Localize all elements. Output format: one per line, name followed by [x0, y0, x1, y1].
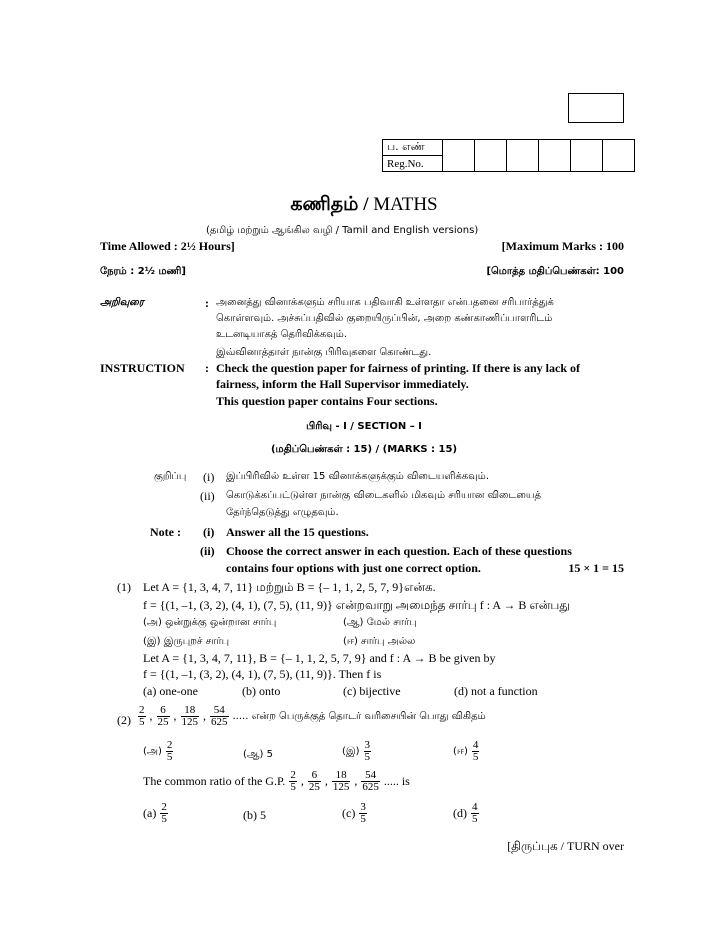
- section-marks: (மதிப்பெண்கள் : 15) / (MARKS : 15): [270, 444, 458, 455]
- q1-english-line: f = {(1, –1, (3, 2), (4, 1), (7, 5), (11, 9)}. Then f is: [143, 667, 382, 681]
- q1-number: (1): [117, 580, 131, 594]
- instruction-en-label: INSTRUCTION: [100, 361, 185, 375]
- note-en-ii-text: contains four options with just one correct option.: [226, 561, 481, 575]
- note-en-i-num: (i): [203, 525, 215, 539]
- q2-option-d: (d) $\frac{4}{5}$: [453, 801, 478, 825]
- q2-tamil-option-a: (அ) $\frac{2}{5}$: [143, 739, 173, 763]
- q1-tamil-line: Let A = {1, 3, 4, 7, 11} மற்றும் B = {– 1, 1, 2, 5, 7, 9}என்க.: [143, 580, 436, 594]
- instruction-en-line: This question paper contains Four sections.: [216, 394, 438, 408]
- instruction-tamil-label: அறிவுரை: [100, 297, 144, 308]
- instruction-en-colon: :: [205, 361, 209, 375]
- fraction: $\frac{2}{5}$: [139, 704, 145, 728]
- note-tamil-i-text: இப்பிரிவில் உள்ள 15 வினாக்களுக்கும் விடையளிக்கவும்.: [226, 471, 490, 482]
- reg-cell[interactable]: [539, 140, 571, 172]
- marks-tamil: [மொத்த மதிப்பெண்கள்: 100: [486, 266, 624, 277]
- note-tamil-label: குறிப்பு: [154, 471, 187, 482]
- turn-over-note: [திருப்புக / TURN over: [507, 839, 624, 853]
- reg-cell[interactable]: [507, 140, 539, 172]
- note-en-ii-num: (ii): [200, 544, 215, 558]
- q2-number: (2): [117, 713, 131, 727]
- q1-option-b: (b) onto: [242, 684, 281, 698]
- fraction: $\frac{18}{125}$: [181, 704, 198, 728]
- fraction: $\frac{6}{25}$: [157, 704, 169, 728]
- q1-option-a: (a) one-one: [143, 684, 198, 698]
- fraction: $\frac{54}{625}$: [211, 704, 228, 728]
- reg-label: Reg.No.: [383, 156, 443, 172]
- q1-option-d: (d) not a function: [454, 684, 538, 698]
- max-marks: [Maximum Marks : 100: [501, 239, 624, 253]
- q2-tamil-sequence: $\frac{2}{5}$ , $\frac{6}{25}$ , $\frac{18}{125}$ , $\frac{54}{625}$ ..... என்ற பெருக்குத் தொடர் வரிசையின் பொது விகிதம்: [139, 704, 486, 728]
- instruction-en-line: fairness, inform the Hall Supervisor immediately.: [216, 377, 469, 391]
- q1-tamil-option-b: (ஆ) மேல் சார்பு: [343, 617, 417, 628]
- reg-cell[interactable]: [571, 140, 603, 172]
- reg-cell[interactable]: [475, 140, 507, 172]
- subtitle: (தமிழ் மற்றும் ஆங்கில வழி / Tamil and English versions): [206, 225, 479, 236]
- title-english: MATHS: [373, 194, 438, 215]
- reg-cell[interactable]: [603, 140, 635, 172]
- q1-tamil-option-c: (இ) இருபுறச் சார்பு: [143, 636, 230, 647]
- q1-tamil-option-d: (ஈ) சார்பு அல்ல: [343, 636, 416, 647]
- instruction-tamil-line: இவ்வினாத்தாள் நான்கு பிரிவுகளை கொண்டது.: [216, 347, 432, 358]
- title-sep: /: [358, 194, 374, 215]
- instruction-tamil-line: உடனடியாகத் தெரிவிக்கவும்.: [216, 329, 348, 340]
- fraction: $\frac{2}{5}$: [290, 769, 296, 793]
- time-tamil: நேரம் : 2½ மணி]: [100, 266, 186, 277]
- q2-english-stem: The common ratio of the G.P. $\frac{2}{5}$ , $\frac{6}{25}$ , $\frac{18}{125}$ , $\frac{54}{625}$ ..... is: [143, 769, 410, 793]
- q2-tamil-option-c: (இ) $\frac{3}{5}$: [342, 739, 371, 763]
- note-en-ii-text: Choose the correct answer in each question. Each of these questions: [226, 544, 572, 558]
- q2-option-b: (b) 5: [243, 808, 266, 822]
- reg-tamil-label: ப. எண்: [383, 140, 443, 156]
- q2-option-c: (c) $\frac{3}{5}$: [342, 801, 366, 825]
- instruction-tamil-line: அனைத்து வினாக்களும் சரியாக பதிவாகி உள்ளதா என்பதனை சரிபார்த்துக்: [216, 297, 554, 308]
- paper-code-box: [568, 93, 624, 123]
- section-marks-formula: 15 × 1 = 15: [568, 561, 624, 575]
- note-tamil-ii-text: தேர்ந்தெடுத்து எழுதவும்.: [226, 507, 339, 518]
- q1-option-c: (c) bijective: [343, 684, 401, 698]
- reg-no-grid: [382, 139, 635, 172]
- q2-tamil-option-b: (ஆ) 5: [243, 749, 273, 760]
- note-tamil-ii-num: (ii): [200, 489, 215, 503]
- reg-cell[interactable]: [443, 140, 475, 172]
- instruction-tamil-colon: :: [205, 296, 209, 310]
- note-en-i-text: Answer all the 15 questions.: [226, 525, 369, 539]
- note-tamil-i-num: (i): [203, 470, 215, 484]
- instruction-en-line: Check the question paper for fairness of printing. If there is any lack of: [216, 361, 581, 375]
- q2-option-a: (a) $\frac{2}{5}$: [143, 801, 167, 825]
- fraction: $\frac{6}{25}$: [308, 769, 320, 793]
- time-allowed: Time Allowed : 2½ Hours]: [100, 239, 235, 253]
- q2-tamil-option-d: (ஈ) $\frac{4}{5}$: [453, 739, 479, 763]
- q2-tamil-tail: ..... என்ற பெருக்குத் தொடர் வரிசையின் பொது விகிதம்: [232, 711, 486, 722]
- fraction: $\frac{54}{625}$: [362, 769, 379, 793]
- section-title: பிரிவு - I / SECTION – I: [306, 421, 422, 432]
- fraction: $\frac{18}{125}$: [332, 769, 350, 793]
- page-title: [0, 193, 728, 218]
- note-en-label: Note :: [150, 525, 181, 539]
- instruction-tamil-line: கொள்ளவும். அச்சுப்பதிவில் குறையிருப்பின், அறை கண்காணிப்பாளரிடம்: [216, 313, 553, 324]
- title-tamil: கணிதம்: [290, 193, 359, 215]
- note-tamil-ii-text: கொடுக்கப்பட்டுள்ள நான்கு விடைகளில் மிகவும் சரியான விடையைத்: [226, 490, 541, 501]
- q1-tamil-line: f = {(1, –1, (3, 2), (4, 1), (7, 5), (11, 9)} என்றவாறு அமைந்த சார்பு f : A → B என்பது: [143, 598, 570, 612]
- q1-tamil-option-a: (அ) ஒன்றுக்கு ஒன்றான சார்பு: [143, 617, 277, 628]
- q1-english-line: Let A = {1, 3, 4, 7, 11}, B = {– 1, 1, 2, 5, 7, 9} and f : A → B be given by: [143, 651, 496, 665]
